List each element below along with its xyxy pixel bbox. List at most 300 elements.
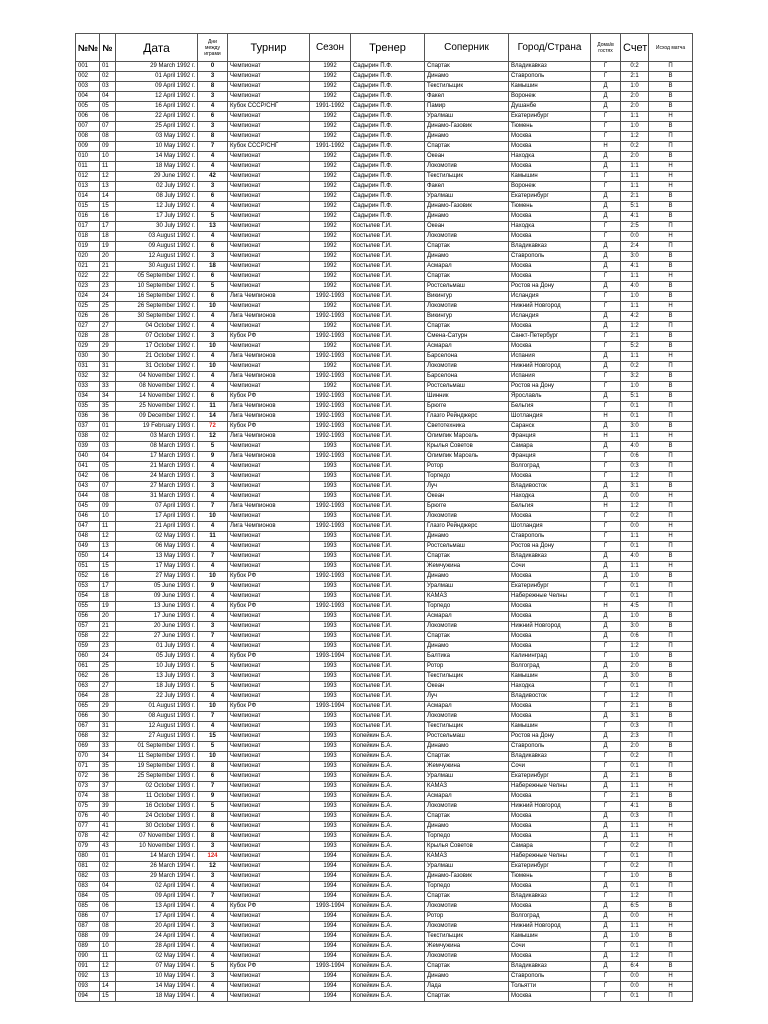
- result-cell[interactable]: В: [649, 742, 693, 752]
- table-row[interactable]: [76, 62, 693, 72]
- result-cell[interactable]: В: [649, 482, 693, 492]
- opponent-cell[interactable]: Динамо: [425, 132, 509, 142]
- coach-cell[interactable]: Костылев Г.И.: [351, 232, 425, 242]
- opponent-cell[interactable]: КАМАЗ: [425, 782, 509, 792]
- date-cell[interactable]: 02 May 1993 г.: [116, 532, 198, 542]
- coach-cell[interactable]: Костылев Г.И.: [351, 412, 425, 422]
- city-country-cell[interactable]: Самара: [509, 842, 591, 852]
- coach-cell[interactable]: Садырин П.Ф.: [351, 142, 425, 152]
- tournament-cell[interactable]: Чемпионат: [228, 712, 310, 722]
- date-cell[interactable]: 21 October 1992 г.: [116, 352, 198, 362]
- city-country-cell[interactable]: Тюмень: [509, 122, 591, 132]
- season-cell[interactable]: 1992: [310, 152, 351, 162]
- opponent-cell[interactable]: Спартак: [425, 992, 509, 1002]
- season-cell[interactable]: 1994: [310, 892, 351, 902]
- opponent-cell[interactable]: Торпедо: [425, 602, 509, 612]
- score-cell[interactable]: 0:0: [621, 522, 649, 532]
- opponent-cell[interactable]: Балтика: [425, 652, 509, 662]
- season-cell[interactable]: 1992: [310, 322, 351, 332]
- score-cell[interactable]: 1:1: [621, 822, 649, 832]
- table-row[interactable]: [76, 822, 693, 832]
- coach-cell[interactable]: Копейкин Б.А.: [351, 762, 425, 772]
- days-between-cell[interactable]: 3: [198, 252, 228, 262]
- tournament-cell[interactable]: Лига Чемпионов: [228, 502, 310, 512]
- tournament-cell[interactable]: Чемпионат: [228, 952, 310, 962]
- date-cell[interactable]: 16 October 1993 г.: [116, 802, 198, 812]
- city-country-cell[interactable]: Москва: [509, 952, 591, 962]
- city-country-cell[interactable]: Исландия: [509, 312, 591, 322]
- opponent-cell[interactable]: Барселона: [425, 372, 509, 382]
- match-number-cell[interactable]: 013: [76, 182, 100, 192]
- coach-cell[interactable]: Копейкин Б.А.: [351, 872, 425, 882]
- score-cell[interactable]: 3:2: [621, 372, 649, 382]
- season-match-number-cell[interactable]: 14: [100, 982, 116, 992]
- season-match-number-cell[interactable]: 02: [100, 432, 116, 442]
- date-cell[interactable]: 02 May 1994 г.: [116, 952, 198, 962]
- days-between-cell[interactable]: 3: [198, 122, 228, 132]
- days-between-cell[interactable]: 3: [198, 842, 228, 852]
- date-cell[interactable]: 16 September 1992 г.: [116, 292, 198, 302]
- result-cell[interactable]: П: [649, 222, 693, 232]
- date-cell[interactable]: 09 June 1993 г.: [116, 592, 198, 602]
- tournament-cell[interactable]: Чемпионат: [228, 62, 310, 72]
- table-row[interactable]: [76, 222, 693, 232]
- city-country-cell[interactable]: Москва: [509, 262, 591, 272]
- opponent-cell[interactable]: Жемчужина: [425, 562, 509, 572]
- tournament-cell[interactable]: Чемпионат: [228, 802, 310, 812]
- match-number-cell[interactable]: 016: [76, 212, 100, 222]
- home-away-cell[interactable]: Д: [591, 202, 621, 212]
- tournament-cell[interactable]: Чемпионат: [228, 632, 310, 642]
- table-row[interactable]: [76, 642, 693, 652]
- table-row[interactable]: [76, 802, 693, 812]
- season-match-number-cell[interactable]: 32: [100, 372, 116, 382]
- opponent-cell[interactable]: Асмарал: [425, 702, 509, 712]
- table-row[interactable]: [76, 272, 693, 282]
- city-country-cell[interactable]: Находка: [509, 222, 591, 232]
- match-number-cell[interactable]: 009: [76, 142, 100, 152]
- tournament-cell[interactable]: Чемпионат: [228, 942, 310, 952]
- score-cell[interactable]: 1:1: [621, 562, 649, 572]
- result-cell[interactable]: В: [649, 92, 693, 102]
- city-country-cell[interactable]: Москва: [509, 612, 591, 622]
- table-row[interactable]: [76, 832, 693, 842]
- table-row[interactable]: [76, 312, 693, 322]
- coach-cell[interactable]: Садырин П.Ф.: [351, 212, 425, 222]
- city-country-cell[interactable]: Самара: [509, 442, 591, 452]
- date-cell[interactable]: 10 May 1994 г.: [116, 972, 198, 982]
- opponent-cell[interactable]: Ротор: [425, 912, 509, 922]
- season-match-number-cell[interactable]: 11: [100, 952, 116, 962]
- result-cell[interactable]: Н: [649, 982, 693, 992]
- home-away-cell[interactable]: Д: [591, 482, 621, 492]
- header-cell-nn[interactable]: №№: [76, 34, 100, 62]
- score-cell[interactable]: 0:1: [621, 592, 649, 602]
- season-match-number-cell[interactable]: 05: [100, 462, 116, 472]
- home-away-cell[interactable]: Г: [591, 592, 621, 602]
- season-cell[interactable]: 1994: [310, 942, 351, 952]
- score-cell[interactable]: 5:1: [621, 392, 649, 402]
- city-country-cell[interactable]: Москва: [509, 882, 591, 892]
- match-number-cell[interactable]: 067: [76, 722, 100, 732]
- season-cell[interactable]: 1994: [310, 932, 351, 942]
- date-cell[interactable]: 26 September 1992 г.: [116, 302, 198, 312]
- city-country-cell[interactable]: Владикавказ: [509, 752, 591, 762]
- tournament-cell[interactable]: Чемпионат: [228, 162, 310, 172]
- opponent-cell[interactable]: Локомотив: [425, 902, 509, 912]
- score-cell[interactable]: 2:1: [621, 792, 649, 802]
- match-number-cell[interactable]: 094: [76, 992, 100, 1002]
- match-number-cell[interactable]: 092: [76, 972, 100, 982]
- match-number-cell[interactable]: 057: [76, 622, 100, 632]
- table-row[interactable]: [76, 412, 693, 422]
- result-cell[interactable]: П: [649, 892, 693, 902]
- match-number-cell[interactable]: 076: [76, 812, 100, 822]
- result-cell[interactable]: Н: [649, 112, 693, 122]
- season-cell[interactable]: 1994: [310, 852, 351, 862]
- result-cell[interactable]: В: [649, 392, 693, 402]
- score-cell[interactable]: 3:0: [621, 672, 649, 682]
- opponent-cell[interactable]: Уралмаш: [425, 772, 509, 782]
- city-country-cell[interactable]: Шотландия: [509, 522, 591, 532]
- match-number-cell[interactable]: 030: [76, 352, 100, 362]
- days-between-cell[interactable]: 4: [198, 152, 228, 162]
- table-row[interactable]: [76, 362, 693, 372]
- home-away-cell[interactable]: Д: [591, 442, 621, 452]
- result-cell[interactable]: В: [649, 202, 693, 212]
- match-number-cell[interactable]: 017: [76, 222, 100, 232]
- table-row[interactable]: [76, 502, 693, 512]
- table-row[interactable]: [76, 492, 693, 502]
- score-cell[interactable]: 2:1: [621, 702, 649, 712]
- date-cell[interactable]: 18 May 1992 г.: [116, 162, 198, 172]
- home-away-cell[interactable]: Г: [591, 122, 621, 132]
- city-country-cell[interactable]: Воронеж: [509, 182, 591, 192]
- coach-cell[interactable]: Костылев Г.И.: [351, 552, 425, 562]
- season-cell[interactable]: 1992: [310, 62, 351, 72]
- home-away-cell[interactable]: Д: [591, 882, 621, 892]
- match-number-cell[interactable]: 053: [76, 582, 100, 592]
- tournament-cell[interactable]: Чемпионат: [228, 212, 310, 222]
- table-row[interactable]: [76, 712, 693, 722]
- score-cell[interactable]: 0:1: [621, 882, 649, 892]
- match-number-cell[interactable]: 075: [76, 802, 100, 812]
- home-away-cell[interactable]: Г: [591, 452, 621, 462]
- tournament-cell[interactable]: Чемпионат: [228, 542, 310, 552]
- days-between-cell[interactable]: 5: [198, 742, 228, 752]
- season-match-number-cell[interactable]: 09: [100, 502, 116, 512]
- match-number-cell[interactable]: 060: [76, 652, 100, 662]
- score-cell[interactable]: 4:1: [621, 802, 649, 812]
- season-match-number-cell[interactable]: 30: [100, 712, 116, 722]
- season-cell[interactable]: 1994: [310, 882, 351, 892]
- score-cell[interactable]: 1:1: [621, 302, 649, 312]
- date-cell[interactable]: 10 July 1993 г.: [116, 662, 198, 672]
- season-match-number-cell[interactable]: 10: [100, 942, 116, 952]
- date-cell[interactable]: 09 April 1992 г.: [116, 82, 198, 92]
- result-cell[interactable]: Н: [649, 232, 693, 242]
- opponent-cell[interactable]: Локомотив: [425, 712, 509, 722]
- city-country-cell[interactable]: Ростов на Дону: [509, 382, 591, 392]
- season-cell[interactable]: 1992-1993: [310, 352, 351, 362]
- season-match-number-cell[interactable]: 36: [100, 412, 116, 422]
- table-row[interactable]: [76, 922, 693, 932]
- table-row[interactable]: [76, 742, 693, 752]
- date-cell[interactable]: 14 May 1992 г.: [116, 152, 198, 162]
- season-match-number-cell[interactable]: 07: [100, 122, 116, 132]
- coach-cell[interactable]: Костылев Г.И.: [351, 592, 425, 602]
- opponent-cell[interactable]: Текстильщик: [425, 932, 509, 942]
- days-between-cell[interactable]: 4: [198, 562, 228, 572]
- opponent-cell[interactable]: Шинник: [425, 392, 509, 402]
- tournament-cell[interactable]: Кубок СССР/СНГ: [228, 102, 310, 112]
- opponent-cell[interactable]: Брюгге: [425, 502, 509, 512]
- date-cell[interactable]: 24 October 1993 г.: [116, 812, 198, 822]
- city-country-cell[interactable]: Калининград: [509, 652, 591, 662]
- result-cell[interactable]: В: [649, 962, 693, 972]
- coach-cell[interactable]: Костылев Г.И.: [351, 522, 425, 532]
- season-match-number-cell[interactable]: 04: [100, 882, 116, 892]
- result-cell[interactable]: В: [649, 932, 693, 942]
- table-row[interactable]: [76, 912, 693, 922]
- match-number-cell[interactable]: 051: [76, 562, 100, 572]
- tournament-cell[interactable]: Лига Чемпионов: [228, 522, 310, 532]
- season-match-number-cell[interactable]: 07: [100, 912, 116, 922]
- opponent-cell[interactable]: Локомотив: [425, 802, 509, 812]
- season-cell[interactable]: 1993: [310, 692, 351, 702]
- tournament-cell[interactable]: Чемпионат: [228, 592, 310, 602]
- days-between-cell[interactable]: 6: [198, 772, 228, 782]
- season-cell[interactable]: 1992: [310, 162, 351, 172]
- home-away-cell[interactable]: Г: [591, 992, 621, 1002]
- score-cell[interactable]: 0:2: [621, 62, 649, 72]
- season-cell[interactable]: 1993-1994: [310, 902, 351, 912]
- days-between-cell[interactable]: 5: [198, 962, 228, 972]
- score-cell[interactable]: 3:0: [621, 622, 649, 632]
- days-between-cell[interactable]: 13: [198, 222, 228, 232]
- days-between-cell[interactable]: 9: [198, 792, 228, 802]
- result-cell[interactable]: П: [649, 132, 693, 142]
- score-cell[interactable]: 1:1: [621, 532, 649, 542]
- header-cell-city[interactable]: Город/Страна: [509, 34, 591, 62]
- days-between-cell[interactable]: 6: [198, 242, 228, 252]
- date-cell[interactable]: 12 July 1992 г.: [116, 202, 198, 212]
- days-between-cell[interactable]: 11: [198, 532, 228, 542]
- date-cell[interactable]: 07 November 1993 г.: [116, 832, 198, 842]
- season-cell[interactable]: 1993: [310, 492, 351, 502]
- city-country-cell[interactable]: Тольятти: [509, 982, 591, 992]
- city-country-cell[interactable]: Находка: [509, 152, 591, 162]
- table-row[interactable]: [76, 792, 693, 802]
- opponent-cell[interactable]: Динамо: [425, 72, 509, 82]
- tournament-cell[interactable]: Чемпионат: [228, 532, 310, 542]
- match-number-cell[interactable]: 025: [76, 302, 100, 312]
- season-cell[interactable]: 1993: [310, 462, 351, 472]
- season-cell[interactable]: 1993: [310, 742, 351, 752]
- city-country-cell[interactable]: Волгоград: [509, 462, 591, 472]
- coach-cell[interactable]: Копейкин Б.А.: [351, 882, 425, 892]
- table-row[interactable]: [76, 572, 693, 582]
- score-cell[interactable]: 3:0: [621, 252, 649, 262]
- date-cell[interactable]: 04 November 1992 г.: [116, 372, 198, 382]
- opponent-cell[interactable]: Спартак: [425, 142, 509, 152]
- tournament-cell[interactable]: Чемпионат: [228, 442, 310, 452]
- result-cell[interactable]: В: [649, 122, 693, 132]
- season-cell[interactable]: 1992: [310, 112, 351, 122]
- score-cell[interactable]: 1:0: [621, 82, 649, 92]
- table-row[interactable]: [76, 772, 693, 782]
- match-number-cell[interactable]: 018: [76, 232, 100, 242]
- opponent-cell[interactable]: Факел: [425, 92, 509, 102]
- result-cell[interactable]: П: [649, 732, 693, 742]
- days-between-cell[interactable]: 8: [198, 812, 228, 822]
- city-country-cell[interactable]: Москва: [509, 632, 591, 642]
- coach-cell[interactable]: Костылев Г.И.: [351, 492, 425, 502]
- days-between-cell[interactable]: 12: [198, 432, 228, 442]
- opponent-cell[interactable]: Факел: [425, 182, 509, 192]
- table-row[interactable]: [76, 652, 693, 662]
- match-number-cell[interactable]: 032: [76, 372, 100, 382]
- days-between-cell[interactable]: 6: [198, 822, 228, 832]
- opponent-cell[interactable]: Динамо-Газовик: [425, 202, 509, 212]
- home-away-cell[interactable]: Д: [591, 912, 621, 922]
- days-between-cell[interactable]: 4: [198, 312, 228, 322]
- table-row[interactable]: [76, 212, 693, 222]
- tournament-cell[interactable]: Чемпионат: [228, 462, 310, 472]
- table-row[interactable]: [76, 112, 693, 122]
- table-row[interactable]: [76, 602, 693, 612]
- date-cell[interactable]: 22 July 1993 г.: [116, 692, 198, 702]
- match-number-cell[interactable]: 002: [76, 72, 100, 82]
- table-row[interactable]: [76, 852, 693, 862]
- city-country-cell[interactable]: Франция: [509, 452, 591, 462]
- days-between-cell[interactable]: 7: [198, 712, 228, 722]
- city-country-cell[interactable]: Владикавказ: [509, 892, 591, 902]
- opponent-cell[interactable]: Локомотив: [425, 922, 509, 932]
- result-cell[interactable]: В: [649, 792, 693, 802]
- result-cell[interactable]: П: [649, 502, 693, 512]
- match-number-cell[interactable]: 036: [76, 412, 100, 422]
- date-cell[interactable]: 02 July 1992 г.: [116, 182, 198, 192]
- city-country-cell[interactable]: Камышин: [509, 722, 591, 732]
- opponent-cell[interactable]: Динамо: [425, 822, 509, 832]
- date-cell[interactable]: 09 December 1992 г.: [116, 412, 198, 422]
- season-match-number-cell[interactable]: 28: [100, 692, 116, 702]
- season-match-number-cell[interactable]: 17: [100, 222, 116, 232]
- home-away-cell[interactable]: Г: [591, 522, 621, 532]
- date-cell[interactable]: 19 February 1993 г.: [116, 422, 198, 432]
- date-cell[interactable]: 11 September 1993 г.: [116, 752, 198, 762]
- city-country-cell[interactable]: Москва: [509, 642, 591, 652]
- match-number-cell[interactable]: 091: [76, 962, 100, 972]
- opponent-cell[interactable]: Асмарал: [425, 262, 509, 272]
- table-row[interactable]: [76, 562, 693, 572]
- days-between-cell[interactable]: 124: [198, 852, 228, 862]
- home-away-cell[interactable]: Г: [591, 62, 621, 72]
- header-cell-opponent[interactable]: Соперник: [425, 34, 509, 62]
- score-cell[interactable]: 0:1: [621, 992, 649, 1002]
- tournament-cell[interactable]: Чемпионат: [228, 552, 310, 562]
- date-cell[interactable]: 13 June 1993 г.: [116, 602, 198, 612]
- days-between-cell[interactable]: 7: [198, 782, 228, 792]
- score-cell[interactable]: 1:0: [621, 382, 649, 392]
- match-number-cell[interactable]: 048: [76, 532, 100, 542]
- result-cell[interactable]: В: [649, 102, 693, 112]
- city-country-cell[interactable]: Ростов на Дону: [509, 732, 591, 742]
- tournament-cell[interactable]: Чемпионат: [228, 492, 310, 502]
- season-match-number-cell[interactable]: 21: [100, 262, 116, 272]
- result-cell[interactable]: П: [649, 322, 693, 332]
- result-cell[interactable]: В: [649, 72, 693, 82]
- result-cell[interactable]: Н: [649, 172, 693, 182]
- season-match-number-cell[interactable]: 09: [100, 142, 116, 152]
- days-between-cell[interactable]: 4: [198, 162, 228, 172]
- coach-cell[interactable]: Садырин П.Ф.: [351, 192, 425, 202]
- date-cell[interactable]: 25 November 1992 г.: [116, 402, 198, 412]
- date-cell[interactable]: 27 March 1993 г.: [116, 482, 198, 492]
- opponent-cell[interactable]: Луч: [425, 482, 509, 492]
- days-between-cell[interactable]: 11: [198, 402, 228, 412]
- date-cell[interactable]: 14 March 1994 г.: [116, 852, 198, 862]
- score-cell[interactable]: 0:1: [621, 542, 649, 552]
- season-match-number-cell[interactable]: 07: [100, 482, 116, 492]
- season-cell[interactable]: 1993: [310, 482, 351, 492]
- coach-cell[interactable]: Костылев Г.И.: [351, 572, 425, 582]
- result-cell[interactable]: Н: [649, 912, 693, 922]
- season-cell[interactable]: 1992: [310, 82, 351, 92]
- score-cell[interactable]: 3:1: [621, 712, 649, 722]
- score-cell[interactable]: 1:0: [621, 572, 649, 582]
- table-row[interactable]: [76, 322, 693, 332]
- coach-cell[interactable]: Костылев Г.И.: [351, 372, 425, 382]
- result-cell[interactable]: В: [649, 192, 693, 202]
- season-match-number-cell[interactable]: 02: [100, 862, 116, 872]
- home-away-cell[interactable]: Г: [591, 532, 621, 542]
- city-country-cell[interactable]: Сочи: [509, 942, 591, 952]
- home-away-cell[interactable]: Д: [591, 282, 621, 292]
- match-number-cell[interactable]: 049: [76, 542, 100, 552]
- match-number-cell[interactable]: 093: [76, 982, 100, 992]
- result-cell[interactable]: В: [649, 572, 693, 582]
- date-cell[interactable]: 25 September 1993 г.: [116, 772, 198, 782]
- match-number-cell[interactable]: 046: [76, 512, 100, 522]
- season-match-number-cell[interactable]: 34: [100, 752, 116, 762]
- home-away-cell[interactable]: Н: [591, 502, 621, 512]
- match-number-cell[interactable]: 073: [76, 782, 100, 792]
- coach-cell[interactable]: Костылев Г.И.: [351, 352, 425, 362]
- home-away-cell[interactable]: Д: [591, 812, 621, 822]
- tournament-cell[interactable]: Лига Чемпионов: [228, 402, 310, 412]
- opponent-cell[interactable]: Памир: [425, 102, 509, 112]
- coach-cell[interactable]: Костылев Г.И.: [351, 482, 425, 492]
- city-country-cell[interactable]: Бельгия: [509, 402, 591, 412]
- tournament-cell[interactable]: Чемпионат: [228, 662, 310, 672]
- coach-cell[interactable]: Копейкин Б.А.: [351, 982, 425, 992]
- match-number-cell[interactable]: 074: [76, 792, 100, 802]
- city-country-cell[interactable]: Тюмень: [509, 872, 591, 882]
- table-row[interactable]: [76, 932, 693, 942]
- days-between-cell[interactable]: 8: [198, 762, 228, 772]
- season-match-number-cell[interactable]: 40: [100, 812, 116, 822]
- opponent-cell[interactable]: Динамо: [425, 742, 509, 752]
- opponent-cell[interactable]: Спартак: [425, 62, 509, 72]
- result-cell[interactable]: П: [649, 462, 693, 472]
- season-cell[interactable]: 1993: [310, 562, 351, 572]
- city-country-cell[interactable]: Москва: [509, 822, 591, 832]
- tournament-cell[interactable]: Кубок РФ: [228, 392, 310, 402]
- season-match-number-cell[interactable]: 41: [100, 822, 116, 832]
- tournament-cell[interactable]: Чемпионат: [228, 302, 310, 312]
